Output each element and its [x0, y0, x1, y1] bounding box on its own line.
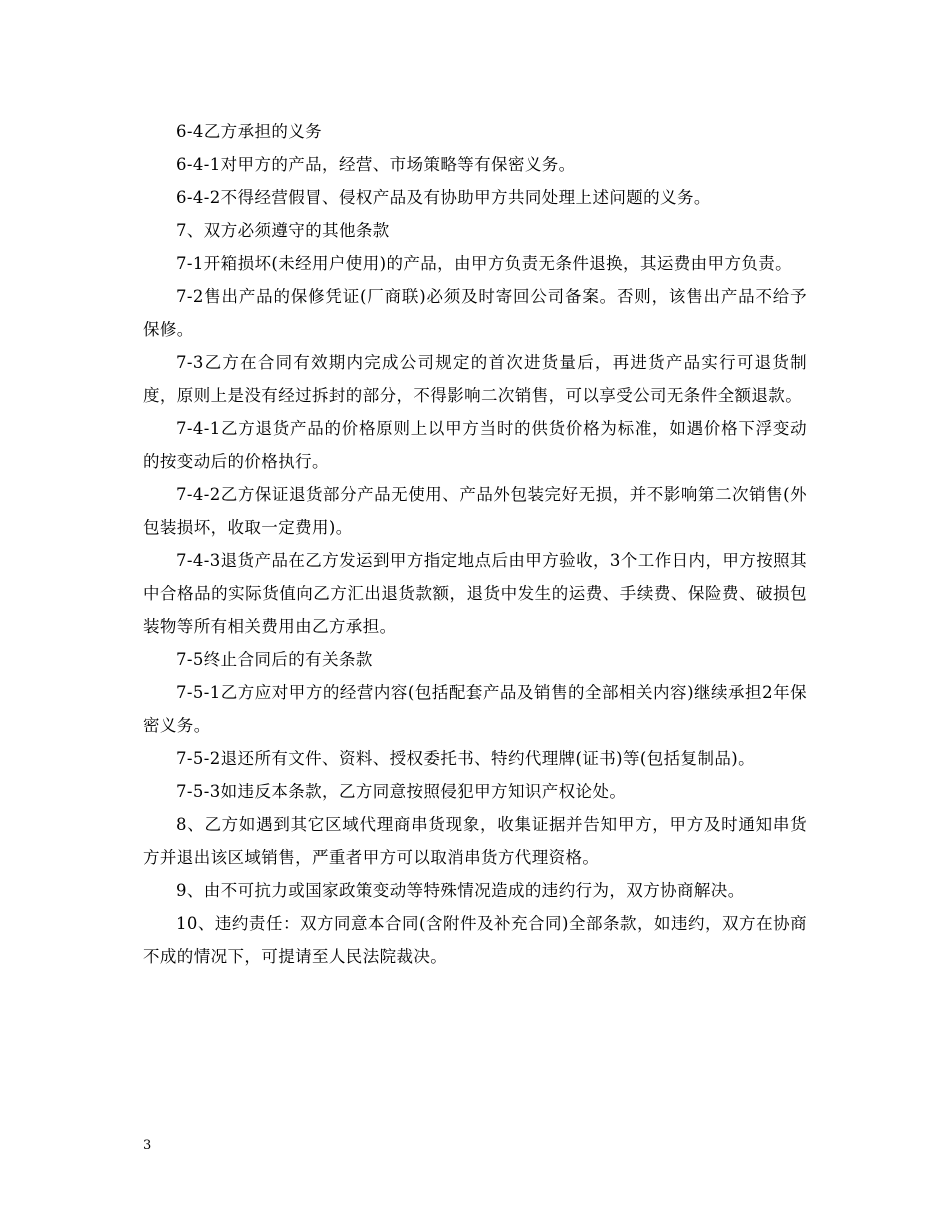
clause-7-3: 7-3乙方在合同有效期内完成公司规定的首次进货量后，再进货产品实行可退货制度，原则上是没有经过拆封的部分，不得影响二次销售，可以享受公司无条件全额退款。 — [143, 353, 807, 405]
clause-7-4-1: 7-4-1乙方退货产品的价格原则上以甲方当时的供货价格为标准，如遇价格下浮变动的按变动后的价格执行。 — [143, 419, 807, 471]
clause-9: 9、由不可抗力或国家政策变动等特殊情况造成的违约行为，双方协商解决。 — [176, 881, 745, 900]
clause-6-4: 6-4乙方承担的义务 — [176, 122, 323, 141]
clause-8: 8、乙方如遇到其它区域代理商串货现象，收集证据并告知甲方，甲方及时通知串货方并退出该区域销售，严重者甲方可以取消串货方代理资格。 — [143, 815, 807, 867]
clause-10: 10、违约责任：双方同意本合同(含附件及补充合同)全部条款，如违约，双方在协商不成的情况下，可提请至人民法院裁决。 — [143, 914, 807, 966]
clause-7-5: 7-5终止合同后的有关条款 — [176, 650, 373, 669]
page-number: 3 — [143, 1138, 152, 1153]
clause-7-4-3: 7-4-3退货产品在乙方发运到甲方指定地点后由甲方验收，3个工作日内，甲方按照其中合格品的实际货值向乙方汇出退货款额，退货中发生的运费、手续费、保险费、破损包装物等所有相关费用由乙方承担。 — [143, 551, 807, 636]
clause-7-5-3: 7-5-3如违反本条款，乙方同意按照侵犯甲方知识产权论处。 — [176, 782, 627, 801]
clause-7-5-1: 7-5-1乙方应对甲方的经营内容(包括配套产品及销售的全部相关内容)继续承担2年保密义务。 — [143, 683, 807, 735]
clause-7-1: 7-1开箱损坏(未经用户使用)的产品，由甲方负责无条件退换，其运费由甲方负责。 — [176, 254, 793, 273]
clause-7-heading: 7、双方必须遵守的其他条款 — [176, 221, 390, 240]
clause-7-2: 7-2售出产品的保修凭证(厂商联)必须及时寄回公司备案。否则，该售出产品不给予保修。 — [143, 287, 807, 339]
clause-6-4-2: 6-4-2不得经营假冒、侵权产品及有协助甲方共同处理上述问题的义务。 — [176, 188, 711, 207]
document-body — [143, 115, 807, 973]
clause-6-4-1: 6-4-1对甲方的产品，经营、市场策略等有保密义务。 — [176, 155, 576, 174]
clause-7-4-2: 7-4-2乙方保证退货部分产品无使用、产品外包装完好无损，并不影响第二次销售(外包装损坏，收取一定费用)。 — [143, 485, 807, 537]
clause-7-5-2: 7-5-2退还所有文件、资料、授权委托书、特约代理牌(证书)等(包括复制品)。 — [176, 749, 755, 768]
